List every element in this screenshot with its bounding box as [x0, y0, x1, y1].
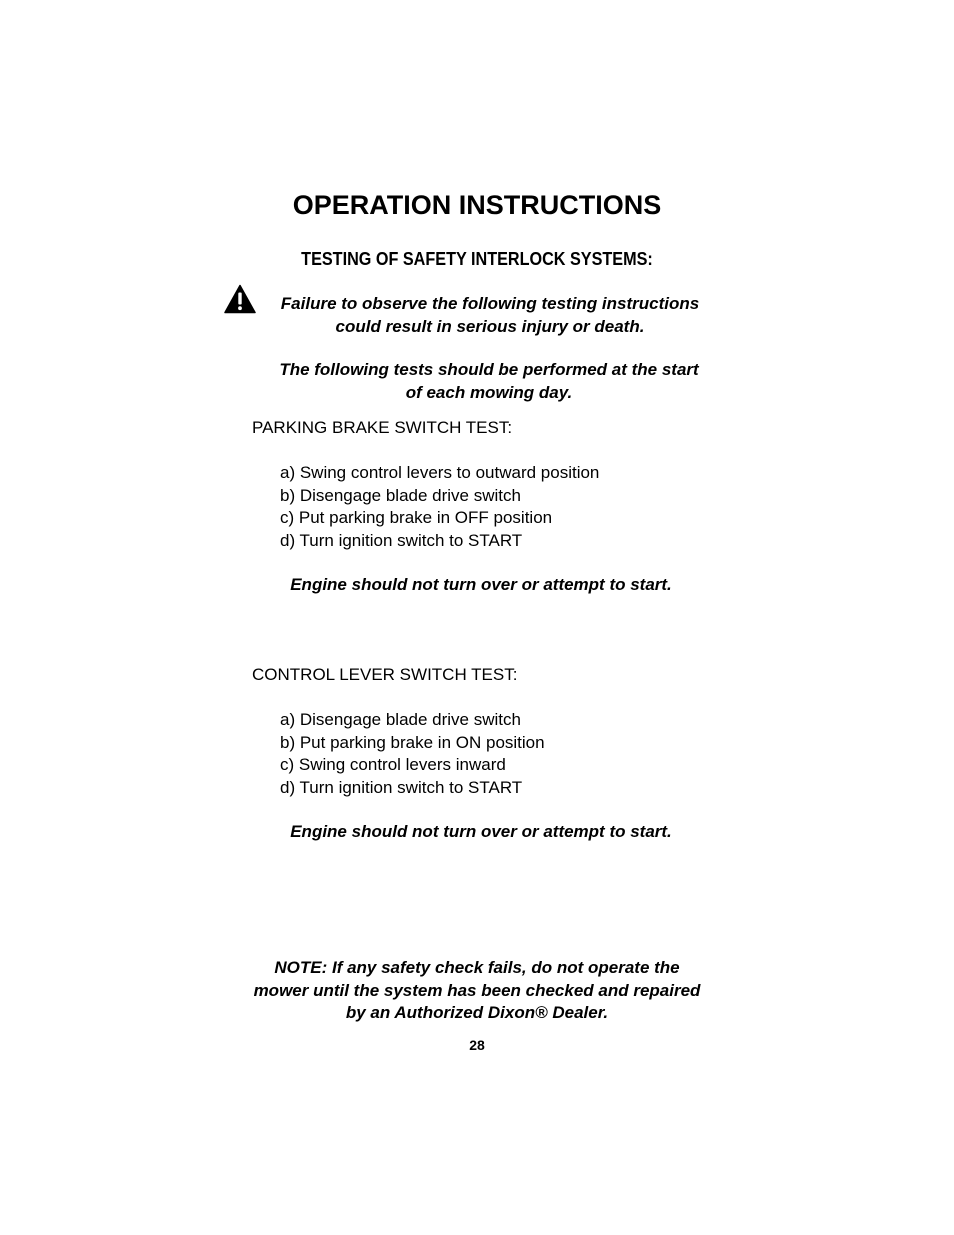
daily-note-line: The following tests should be performed at the start: [279, 360, 699, 379]
daily-test-note: [258, 358, 720, 404]
test-step: c) Put parking brake in OFF position: [280, 508, 553, 527]
parking-brake-test-result: Engine should not turn over or attempt to start.: [290, 575, 672, 594]
test-step: d) Turn ignition switch to START: [280, 777, 523, 797]
control-lever-test-steps: [280, 709, 545, 799]
control-lever-test-title: CONTROL LEVER SWITCH TEST:: [252, 665, 518, 684]
daily-note-line: of each mowing day.: [405, 383, 573, 402]
test-step: b) Put parking brake in ON position: [280, 732, 545, 752]
control-lever-test-result: Engine should not turn over or attempt to start.: [290, 822, 672, 841]
warning-line: Failure to observe the following testing instructions: [280, 294, 700, 313]
note-line: NOTE: If any safety check fails, do not operate the: [274, 958, 680, 977]
page-title: OPERATION INSTRUCTIONS: [292, 190, 662, 220]
safety-note: [0, 957, 954, 1025]
test-step: b) Disengage blade drive switch: [280, 485, 521, 505]
test-step: c) Swing control levers inward: [280, 755, 506, 774]
test-step: a) Disengage blade drive switch: [280, 710, 521, 729]
test-step: d) Turn ignition switch to START: [280, 530, 523, 550]
warning-line: could result in serious injury or death.: [335, 317, 645, 336]
note-line: by an Authorized Dixon® Dealer.: [345, 1003, 609, 1022]
page-number: 28: [469, 1037, 485, 1053]
section-heading: TESTING OF SAFETY INTERLOCK SYSTEMS:: [301, 249, 653, 269]
parking-brake-test-title: PARKING BRAKE SWITCH TEST:: [252, 418, 513, 437]
test-step: a) Swing control levers to outward position: [280, 463, 600, 482]
warning-triangle-icon: [224, 284, 256, 314]
parking-brake-test-steps: [280, 462, 599, 552]
note-line: mower until the system has been checked and repaired: [253, 980, 701, 1000]
warning-message: [260, 292, 720, 338]
